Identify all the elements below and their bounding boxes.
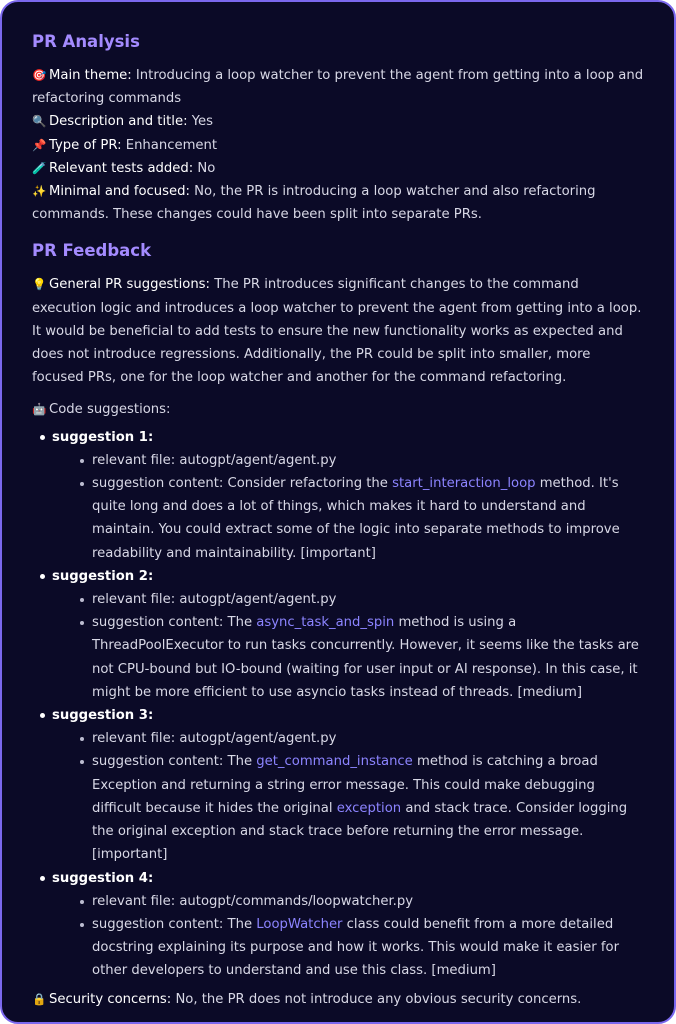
general-suggestions-line [32, 273, 644, 389]
suggestion-content-text: class could benefit from a more detailed docstring explaining its purpose and how it works. This would make it easier for other developers to understand and use this class. [medium] [92, 916, 620, 979]
general-suggestions-text: The PR introduces significant changes to the command execution logic and introduces a loop watcher to prevent the agent from getting into a loop. It would be beneficial to add tests to ensure the new functionality works as expected and does not introduce regressions. Additionally, the PR could be split into smaller, more focused PRs, one for the loop watcher and another for the command refactoring. [32, 277, 642, 386]
magnifier-icon: 🔍 [32, 114, 47, 129]
suggestion-content [52, 472, 644, 565]
suggestion-file: relevant file: autogpt/agent/agent.py [52, 588, 644, 611]
list-item [32, 426, 644, 565]
test-tube-icon: 🧪 [32, 160, 47, 175]
tests-label: Relevant tests added: [49, 160, 194, 176]
main-theme-label: Main theme: [49, 68, 132, 83]
suggestion-content-text: method is catching a broad Exception and returning a string error message. This could make debugging difficult because it hides the original [92, 754, 598, 816]
suggestion-details [52, 588, 644, 704]
suggestion-title: suggestion 1: [52, 429, 154, 445]
code-suggestions-line [32, 398, 644, 421]
pr-feedback-title: PR Feedback [32, 241, 152, 261]
suggestion-content [52, 913, 644, 983]
pushpin-icon: 📌 [32, 137, 47, 152]
suggestion-content-text: suggestion content: The [92, 615, 257, 631]
suggestion-content-text: and stack trace. Consider logging the original exception and stack trace before returning the error message. [important] [92, 800, 628, 863]
minimal-text: No, the PR is introducing a loop watcher and also refactoring commands. These changes could have been split into separate PRs. [32, 184, 596, 223]
suggestion-content-text: method. It's quite long and does a lot of things, which makes it hard to understand and maintain. You could extract some of the logic into separate methods to improve readability and maintainability. [important] [92, 476, 620, 561]
type-line [32, 134, 644, 157]
code-reference: LoopWatcher [256, 916, 343, 932]
tests-line [32, 157, 644, 180]
description-title-label: Description and title: [49, 114, 188, 130]
main-theme-text: Introducing a loop watcher to prevent the agent from getting into a loop and refactoring commands [32, 68, 644, 107]
suggestion-content-text: suggestion content: Consider refactoring the [92, 476, 393, 492]
suggestion-title: suggestion 4: [52, 870, 154, 886]
robot-icon: 🤖 [32, 402, 47, 417]
general-suggestions-label: General PR suggestions: [49, 277, 210, 293]
suggestion-content [52, 611, 644, 704]
suggestion-file: relevant file: autogpt/agent/agent.py [52, 727, 644, 750]
list-item [32, 867, 644, 983]
security-text: No, the PR does not introduce any obvious security concerns. [171, 991, 582, 1007]
description-title-text: Yes [187, 114, 214, 130]
code-reference: exception [336, 800, 402, 816]
security-line [32, 988, 644, 1011]
list-item [32, 565, 644, 704]
description-title-line [32, 110, 644, 133]
lightbulb-icon: 💡 [32, 277, 47, 292]
suggestion-title: suggestion 3: [52, 708, 154, 724]
suggestion-file: relevant file: autogpt/commands/loopwatcher.py [52, 890, 644, 913]
suggestion-content [52, 750, 644, 866]
code-reference: get_command_instance [256, 754, 413, 770]
suggestion-details [52, 727, 644, 866]
suggestions-list [32, 426, 644, 983]
code-reference: start_interaction_loop [392, 476, 536, 492]
code-reference: async_task_and_spin [256, 615, 395, 631]
sparkles-icon: ✨ [32, 184, 47, 199]
suggestion-title: suggestion 2: [52, 568, 154, 584]
suggestion-content-text: method is using a ThreadPoolExecutor to run tasks concurrently. However, it seems like the tasks are not CPU-bound but IO-bound (waiting for user input or AI response). In this case, it might be more efficient to use asyncio tasks instead of threads. [medium] [92, 615, 639, 700]
minimal-line [32, 180, 644, 226]
minimal-label: Minimal and focused: [49, 184, 190, 200]
security-label: Security concerns: [49, 991, 172, 1007]
suggestion-details [52, 449, 644, 565]
suggestion-content-text: suggestion content: The [92, 754, 257, 770]
list-item [32, 704, 644, 866]
suggestion-content-text: suggestion content: The [92, 916, 257, 932]
suggestion-details [52, 890, 644, 983]
type-label: Type of PR: [49, 137, 122, 153]
target-icon: 🎯 [32, 68, 47, 82]
suggestion-file: relevant file: autogpt/agent/agent.py [52, 449, 644, 472]
lock-icon: 🔒 [32, 991, 47, 1006]
type-text: Enhancement [121, 137, 218, 153]
pr-analysis-title: PR Analysis [32, 32, 140, 51]
main-theme-line [32, 64, 644, 110]
tests-text: No [193, 160, 216, 176]
code-suggestions-label: Code suggestions: [49, 402, 171, 418]
